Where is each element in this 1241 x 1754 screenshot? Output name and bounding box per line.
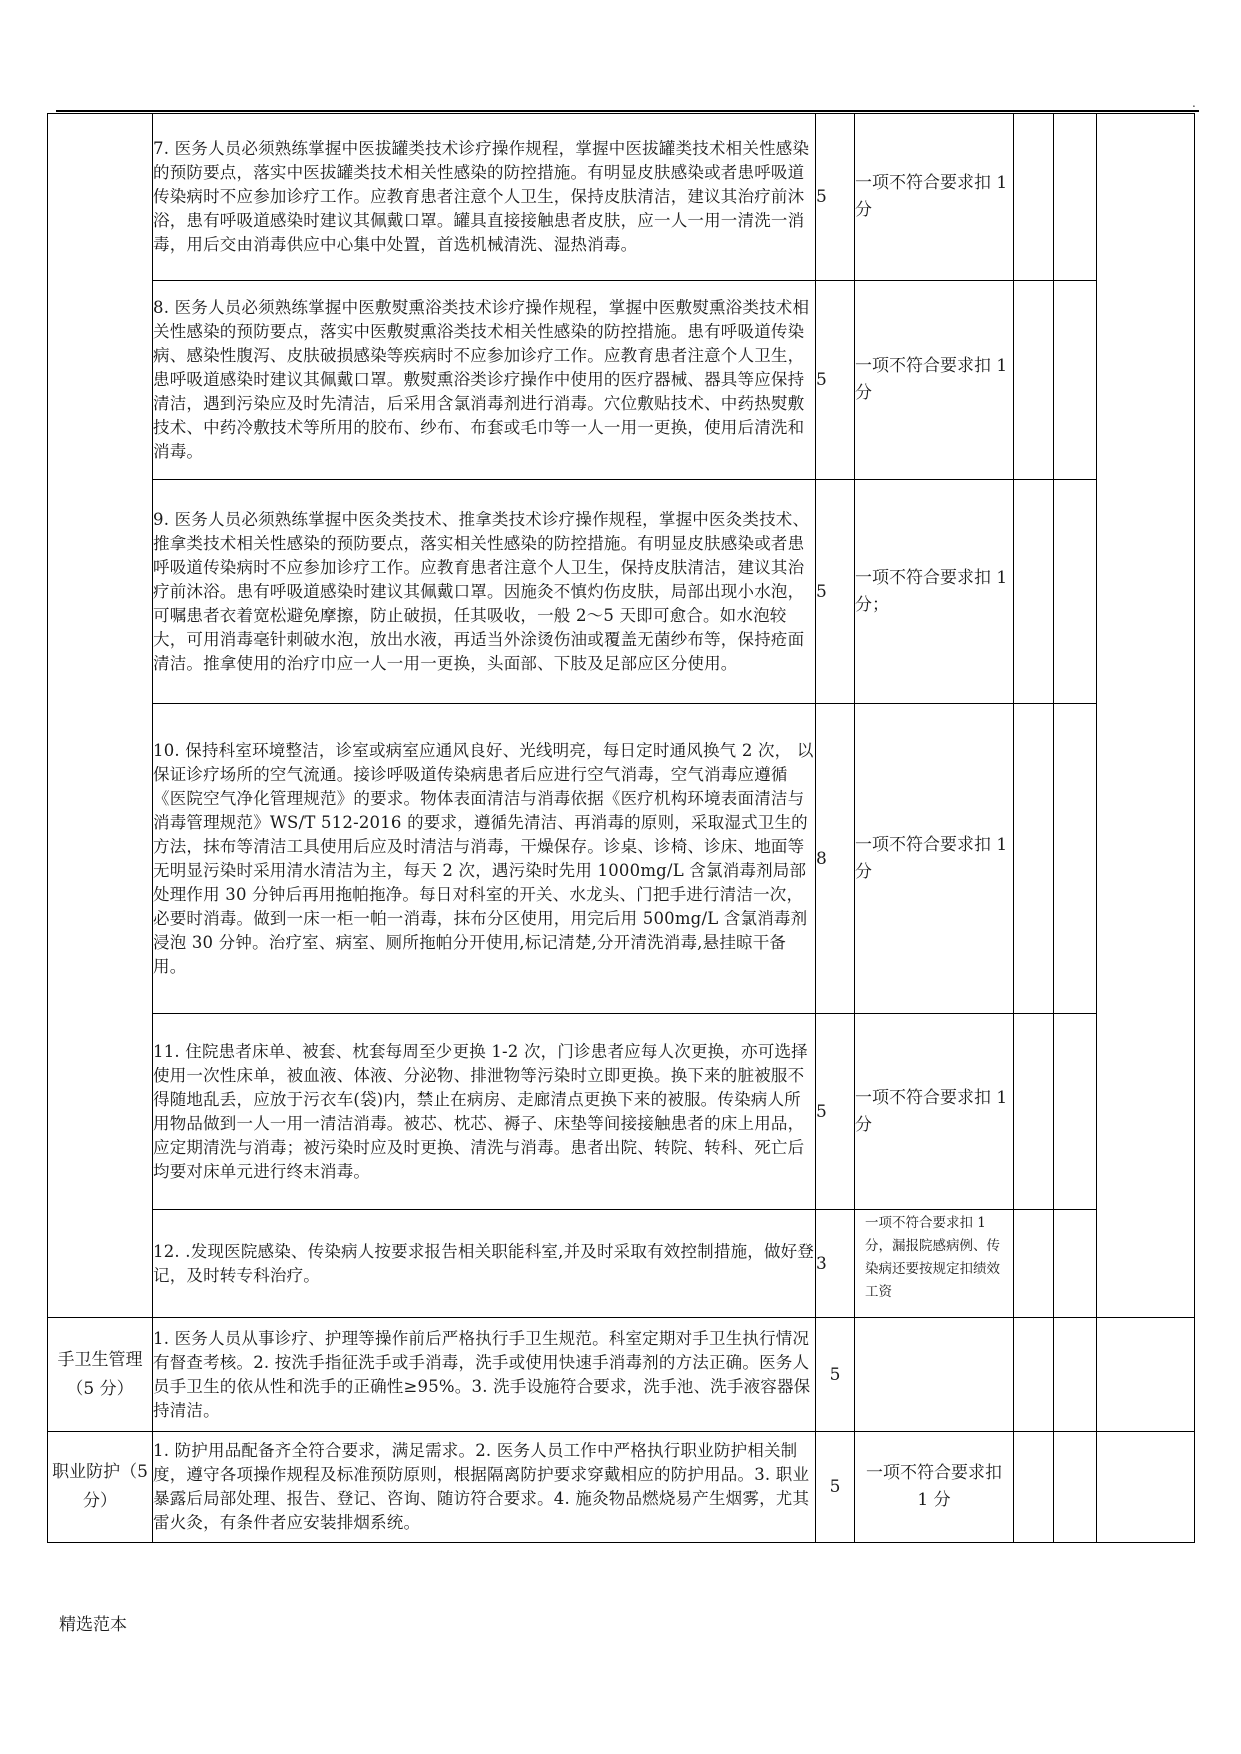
- score-cell: 5: [816, 1318, 855, 1432]
- table-row: [48, 1318, 1195, 1432]
- deduction-rule-cell: 一项不符合要求扣 1 分: [855, 114, 1014, 281]
- blank-cell: [1014, 1014, 1054, 1210]
- content-cell: 8. 医务人员必须熟练掌握中医敷熨熏浴类技术诊疗操作规程，掌握中医敷熨熏浴类技术相关性感染的预防要点，落实中医敷熨熏浴类技术相关性感染的防控措施。患有呼吸道传染病、感染性腹泻、皮肤破损感染等疾病时不应参加诊疗工作。应教育患者注意个人卫生，患呼吸道感染时建议其佩戴口罩。敷熨熏浴类诊疗操作中使用的医疗器械、器具等应保持清洁，遇到污染应及时先清洁，后采用含氯消毒剂进行消毒。穴位敷贴技术、中药热熨敷技术、中药冷敷技术等所用的胶布、纱布、布套或毛巾等一人一用一更换，使用后清洗和消毒。: [153, 281, 816, 480]
- blank-cell: [1054, 480, 1097, 704]
- table-row: [48, 281, 1195, 480]
- table-row: [48, 114, 1195, 281]
- score-cell: 5: [816, 1014, 855, 1210]
- blank-cell: [1054, 281, 1097, 480]
- blank-cell: [1097, 1318, 1195, 1432]
- blank-cell: [1054, 1432, 1097, 1543]
- blank-cell: [1097, 114, 1195, 1318]
- category-cell: [48, 114, 153, 1318]
- score-cell: 3: [816, 1210, 855, 1318]
- table-row: [48, 1432, 1195, 1543]
- corner-mark: .: [1192, 96, 1196, 110]
- blank-cell: [1014, 1210, 1054, 1318]
- blank-cell: [1014, 480, 1054, 704]
- deduction-rule-cell: [855, 1318, 1014, 1432]
- deduction-rule-cell: 一项不符合要求扣 1 分: [855, 281, 1014, 480]
- deduction-rule-cell: 一项不符合要求扣 1 分: [855, 704, 1014, 1014]
- deduction-rule-cell: 一项不符合要求扣 1 分，漏报院感病例、传染病还要按规定扣绩效工资: [855, 1210, 1014, 1318]
- score-cell: 5: [816, 281, 855, 480]
- table-row: [48, 1210, 1195, 1318]
- blank-cell: [1014, 114, 1054, 281]
- table-row: [48, 1014, 1195, 1210]
- blank-cell: [1054, 1210, 1097, 1318]
- content-cell: 7. 医务人员必须熟练掌握中医拔罐类技术诊疗操作规程，掌握中医拔罐类技术相关性感染的预防要点，落实中医拔罐类技术相关性感染的防控措施。有明显皮肤感染或者患呼吸道传染病时不应参加诊疗工作。应教育患者注意个人卫生，保持皮肤清洁，建议其治疗前沐浴，患有呼吸道感染时建议其佩戴口罩。罐具直接接触患者皮肤，应一人一用一清洗一消毒，用后交由消毒供应中心集中处置，首选机械清洗、湿热消毒。: [153, 114, 816, 281]
- blank-cell: [1054, 1318, 1097, 1432]
- blank-cell: [1054, 1014, 1097, 1210]
- inspection-table: [47, 113, 1195, 1543]
- blank-cell: [1014, 704, 1054, 1014]
- header-rule: [56, 110, 1199, 112]
- deduction-rule-cell: 一项不符合要求扣 1 分: [855, 1432, 1014, 1543]
- content-cell: 1. 防护用品配备齐全符合要求，满足需求。2. 医务人员工作中严格执行职业防护相关制度，遵守各项操作规程及标准预防原则，根据隔离防护要求穿戴相应的防护用品。3. 职业暴露后局部处理、报告、登记、咨询、随访符合要求。4. 施灸物品燃烧易产生烟雾，尤其雷火灸，有条件者应安装排烟系统。: [153, 1432, 816, 1543]
- deduction-rule-cell: 一项不符合要求扣 1 分: [855, 1014, 1014, 1210]
- blank-cell: [1014, 1318, 1054, 1432]
- blank-cell: [1014, 1432, 1054, 1543]
- content-cell: 11. 住院患者床单、被套、枕套每周至少更换 1-2 次，门诊患者应每人次更换，亦可选择使用一次性床单，被血液、体液、分泌物、排泄物等污染时立即更换。换下来的脏被服不得随地乱丢，应放于污衣车(袋)内，禁止在病房、走廊清点更换下来的被服。传染病人所用物品做到一人一用一清洁消毒。被芯、枕芯、褥子、床垫等间接接触患者的床上用品，应定期清洗与消毒；被污染时应及时更换、清洗与消毒。患者出院、转院、转科、死亡后均要对床单元进行终末消毒。: [153, 1014, 816, 1210]
- deduction-rule-cell: 一项不符合要求扣 1 分；: [855, 480, 1014, 704]
- content-cell: 10. 保持科室环境整洁，诊室或病室应通风良好、光线明亮，每日定时通风换气 2 次， 以保证诊疗场所的空气流通。接诊呼吸道传染病患者后应进行空气消毒，空气消毒应遵循《医院空气净化管理规范》的要求。物体表面清洁与消毒依据《医疗机构环境表面清洁与消毒管理规范》WS/T 512-2016 的要求，遵循先清洁、再消毒的原则，采取湿式卫生的方法，抹布等清洁工具使用后应及时清洁与消毒，干燥保存。诊桌、诊椅、诊床、地面等无明显污染时采用清水清洁为主，每天 2 次，遇污染时先用 1000mg/L 含氯消毒剂局部处理作用 30 分钟后再用拖帕拖净。每日对科室的开关、水龙头、门把手进行清洁一次，必要时消毒。做到一床一柜一帕一消毒，抹布分区使用，用完后用 500mg/L 含氯消毒剂浸泡 30 分钟。治疗室、病室、厕所拖帕分开使用,标记清楚,分开清洗消毒,悬挂晾干备用。: [153, 704, 816, 1014]
- blank-cell: [1097, 1432, 1195, 1543]
- content-cell: 1. 医务人员从事诊疗、护理等操作前后严格执行手卫生规范。科室定期对手卫生执行情况有督查考核。2. 按洗手指征洗手或手消毒，洗手或使用快速手消毒剂的方法正确。医务人员手卫生的依从性和洗手的正确性≥95%。3. 洗手设施符合要求，洗手池、洗手液容器保持清洁。: [153, 1318, 816, 1432]
- table-row: [48, 704, 1195, 1014]
- blank-cell: [1054, 704, 1097, 1014]
- blank-cell: [1014, 281, 1054, 480]
- score-cell: 5: [816, 480, 855, 704]
- footer-label: 精选范本: [59, 1615, 127, 1635]
- content-cell: 9. 医务人员必须熟练掌握中医灸类技术、推拿类技术诊疗操作规程，掌握中医灸类技术、推拿类技术相关性感染的预防要点，落实相关性感染的防控措施。有明显皮肤感染或者患呼吸道传染病时不应参加诊疗工作。应教育患者注意个人卫生，保持皮肤清洁，建议其治疗前沐浴。患有呼吸道感染时建议其佩戴口罩。因施灸不慎灼伤皮肤，局部出现小水泡，可嘱患者衣着宽松避免摩擦，防止破损，任其吸收，一般 2～5 天即可愈合。如水泡较大，可用消毒毫针刺破水泡，放出水液，再适当外涂烫伤油或覆盖无菌纱布等，保持疮面清洁。推拿使用的治疗巾应一人一用一更换，头面部、下肢及足部应区分使用。: [153, 480, 816, 704]
- content-cell: 12. .发现医院感染、传染病人按要求报告相关职能科室,并及时采取有效控制措施，做好登记，及时转专科治疗。: [153, 1210, 816, 1318]
- score-cell: 5: [816, 114, 855, 281]
- score-cell: 8: [816, 704, 855, 1014]
- category-cell: 职业防护（5 分）: [48, 1432, 153, 1543]
- table-row: [48, 480, 1195, 704]
- score-cell: 5: [816, 1432, 855, 1543]
- blank-cell: [1054, 114, 1097, 281]
- category-cell: 手卫生管理（5 分）: [48, 1318, 153, 1432]
